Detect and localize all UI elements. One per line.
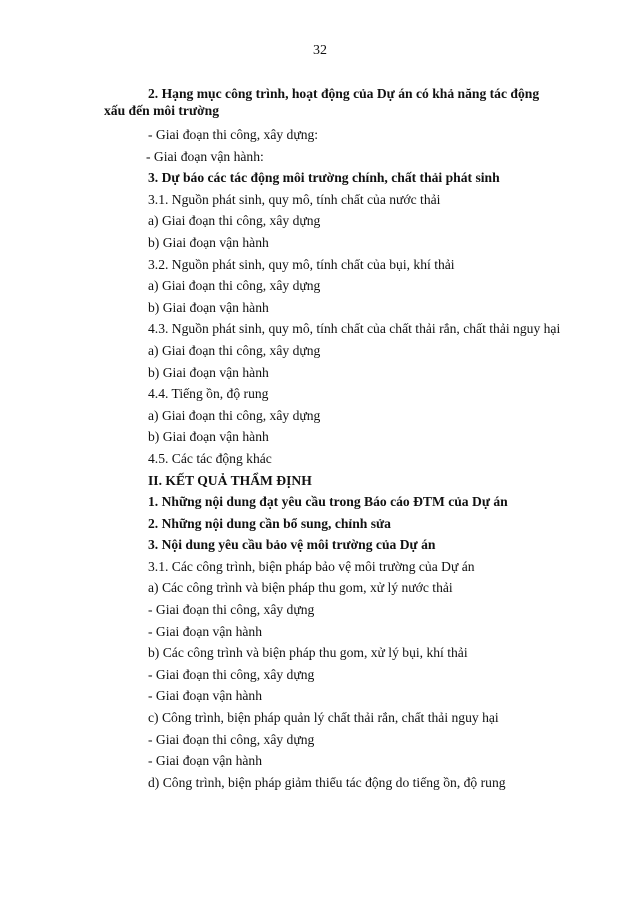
doc-line: a) Giai đoạn thi công, xây dựng [148,342,321,358]
doc-line: II. KẾT QUẢ THẨM ĐỊNH [148,472,312,488]
doc-line: b) Giai đoạn vận hành [148,364,269,380]
doc-line: a) Giai đoạn thi công, xây dựng [148,213,321,229]
document-body [104,86,590,793]
doc-line: a) Giai đoạn thi công, xây dựng [148,278,321,294]
doc-line: - Giai đoạn thi công, xây dựng [148,602,315,618]
doc-line: - Giai đoạn vận hành [148,688,263,704]
doc-line: - Giai đoạn thi công, xây dựng: [148,127,319,142]
doc-line: xấu đến môi trường [104,103,220,118]
doc-line: 1. Những nội dung đạt yêu cầu trong Báo cáo ĐTM của Dự án [148,494,508,510]
doc-line: a) Giai đoạn thi công, xây dựng [148,407,321,423]
doc-line: - Giai đoạn vận hành [148,753,263,769]
doc-line: b) Các công trình và biện pháp thu gom, xử lý bụi, khí thải [148,645,468,661]
doc-line: - Giai đoạn vận hành [148,623,263,639]
doc-line: 4.4. Tiếng ồn, độ rung [148,386,269,402]
doc-line: 2. Những nội dung cần bổ sung, chỉnh sửa [148,515,391,531]
doc-line: 4.5. Các tác động khác [148,450,272,466]
doc-line: - Giai đoạn thi công, xây dựng [148,731,315,747]
doc-line: c) Công trình, biện pháp quản lý chất thải rắn, chất thải nguy hại [148,710,499,726]
doc-line: b) Giai đoạn vận hành [148,429,269,445]
doc-line: d) Công trình, biện pháp giảm thiểu tác động do tiếng ồn, độ rung [148,774,506,790]
doc-line: b) Giai đoạn vận hành [148,234,269,250]
doc-line: 2. Hạng mục công trình, hoạt động của Dự án có khả năng tác động [148,86,540,101]
doc-line: 4.3. Nguồn phát sinh, quy mô, tính chất của chất thải rắn, chất thải nguy hại [148,321,561,337]
doc-line: b) Giai đoạn vận hành [148,299,269,315]
doc-line: 3.1. Nguồn phát sinh, quy mô, tính chất của nước thải [148,191,441,207]
page-number: 32 [313,43,327,58]
doc-line: - Giai đoạn vận hành: [146,148,264,164]
doc-line: 3.2. Nguồn phát sinh, quy mô, tính chất của bụi, khí thải [148,256,455,272]
doc-line: 3.1. Các công trình, biện pháp bảo vệ môi trường của Dự án [148,558,475,574]
doc-line: 3. Dự báo các tác động môi trường chính, chất thải phát sinh [148,170,500,186]
doc-line: - Giai đoạn thi công, xây dựng [148,666,315,682]
doc-line: 3. Nội dung yêu cầu bảo vệ môi trường của Dự án [148,537,436,553]
doc-line: a) Các công trình và biện pháp thu gom, xử lý nước thải [148,580,453,596]
